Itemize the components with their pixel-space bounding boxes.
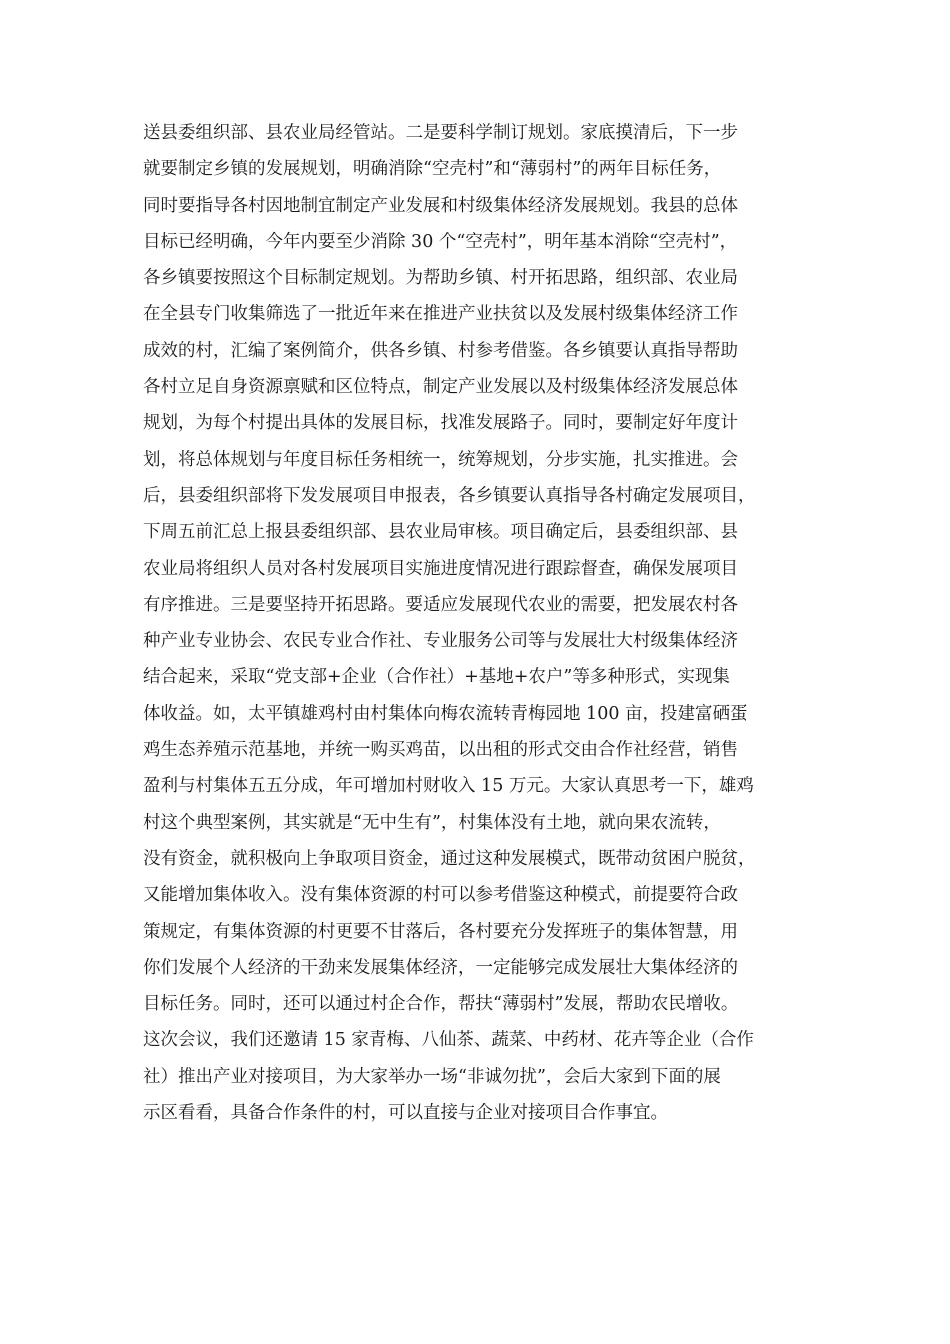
text-line: 成效的村，汇编了案例简介，供各乡镇、村参考借鉴。各乡镇要认真指导帮助 [143, 340, 738, 361]
text-line: 目标已经明确，今年内要至少消除 30 个“空壳村”，明年基本消除“空壳村”， [143, 231, 738, 252]
text-line: 鸡生态养殖示范基地，并统一购买鸡苗，以出租的形式交由合作社经营，销售 [143, 740, 738, 761]
text-line: 盈利与村集体五五分成，年可增加村财收入 15 万元。大家认真思考一下，雄鸡 [143, 776, 754, 797]
text-line: 在全县专门收集筛选了一批近年来在推进产业扶贫以及发展村级集体经济工作 [143, 304, 738, 325]
text-line: 下周五前汇总上报县委组织部、县农业局审核。项目确定后，县委组织部、县 [143, 522, 738, 543]
text-line: 结合起来，采取“党支部+企业（合作社）+基地+农户”等多种形式，实现集 [143, 667, 730, 688]
text-line: 又能增加集体收入。没有集体资源的村可以参考借鉴这种模式，前提要符合政 [143, 885, 738, 906]
text-line: 同时要指导各村因地制宜制定产业发展和村级集体经济发展规划。我县的总体 [143, 195, 738, 216]
text-line: 你们发展个人经济的干劲来发展集体经济，一定能够完成发展壮大集体经济的 [143, 957, 738, 978]
text-line: 目标任务。同时，还可以通过村企合作，帮扶“薄弱村”发展，帮助农民增收。 [143, 994, 739, 1015]
text-line: 村这个典型案例，其实就是“无中生有”，村集体没有土地，就向果农流转， [143, 812, 721, 833]
text-line: 策规定，有集体资源的村更要不甘落后，各村要充分发挥班子的集体智慧，用 [143, 921, 738, 942]
text-line: 体收益。如，太平镇雄鸡村由村集体向梅农流转青梅园地 100 亩，投建富硒蛋 [143, 703, 748, 724]
text-line: 这次会议，我们还邀请 15 家青梅、八仙茶、蔬菜、中药材、花卉等企业（合作 [143, 1030, 754, 1051]
text-line: 示区看看，具备合作条件的村，可以直接与企业对接项目合作事宜。 [143, 1103, 668, 1124]
text-line: 种产业专业协会、农民专业合作社、专业服务公司等与发展壮大村级集体经济 [143, 631, 738, 652]
text-line: 没有资金，就积极向上争取项目资金，通过这种发展模式，既带动贫困户脱贫， [143, 848, 756, 869]
text-line: 送县委组织部、县农业局经管站。二是要科学制订规划。家底摸清后，下一步 [143, 123, 738, 143]
text-line: 各乡镇要按照这个目标制定规划。为帮助乡镇、村开拓思路，组织部、农业局 [143, 268, 738, 289]
text-line: 划，将总体规划与年度目标任务相统一，统筹规划，分步实施，扎实推进。会 [143, 449, 738, 470]
text-line: 规划，为每个村提出具体的发展目标，找准发展路子。同时，要制定好年度计 [143, 413, 738, 434]
text-line: 农业局将组织人员对各村发展项目实施进度情况进行跟踪督查，确保发展项目 [143, 558, 738, 579]
text-line: 有序推进。三是要坚持开拓思路。要适应发展现代农业的需要，把发展农村各 [143, 594, 738, 615]
text-line: 社）推出产业对接项目，为大家举办一场“非诚勿扰”，会后大家到下面的展 [143, 1066, 721, 1087]
text-line: 各村立足自身资源禀赋和区位特点，制定产业发展以及村级集体经济发展总体 [143, 377, 738, 398]
body-text [143, 115, 833, 1131]
text-line: 后，县委组织部将下发发展项目申报表，各乡镇要认真指导各村确定发展项目， [143, 485, 756, 506]
text-line: 就要制定乡镇的发展规划，明确消除“空壳村”和“薄弱村”的两年目标任务， [143, 159, 722, 180]
